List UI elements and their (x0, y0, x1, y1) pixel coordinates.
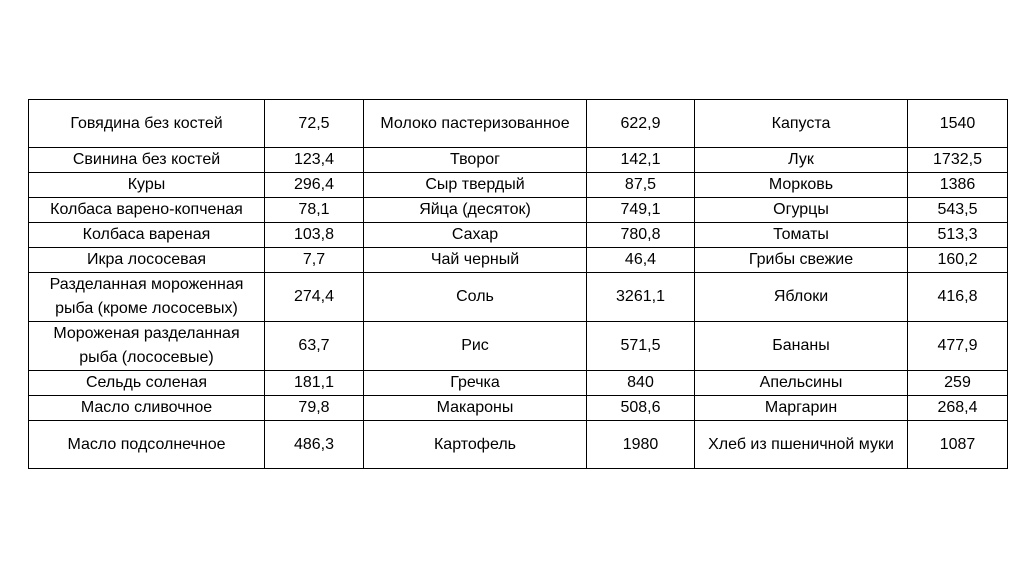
product-name-cell: Колбаса варено-копченая (29, 198, 265, 223)
table-body (29, 100, 1008, 469)
product-value-cell: 296,4 (265, 173, 364, 198)
table-row (29, 248, 1008, 273)
product-name-cell: Маргарин (695, 396, 908, 421)
product-value-cell: 160,2 (908, 248, 1008, 273)
product-name-cell: Апельсины (695, 371, 908, 396)
product-value-cell: 259 (908, 371, 1008, 396)
product-name-cell: Макароны (364, 396, 587, 421)
table-row (29, 198, 1008, 223)
product-value-cell: 181,1 (265, 371, 364, 396)
data-table (28, 99, 1008, 469)
product-value-cell: 3261,1 (587, 273, 695, 322)
table-row (29, 322, 1008, 371)
table-row (29, 100, 1008, 148)
product-value-cell: 571,5 (587, 322, 695, 371)
product-name-cell: Куры (29, 173, 265, 198)
product-name-cell: Сахар (364, 223, 587, 248)
table-row (29, 371, 1008, 396)
product-value-cell: 1540 (908, 100, 1008, 148)
product-value-cell: 1386 (908, 173, 1008, 198)
product-value-cell: 840 (587, 371, 695, 396)
product-name-cell: Яйца (десяток) (364, 198, 587, 223)
product-value-cell: 1732,5 (908, 148, 1008, 173)
product-value-cell: 7,7 (265, 248, 364, 273)
product-name-cell: Масло подсолнечное (29, 421, 265, 469)
product-value-cell: 142,1 (587, 148, 695, 173)
table-row (29, 273, 1008, 322)
product-value-cell: 543,5 (908, 198, 1008, 223)
product-name-cell: Свинина без костей (29, 148, 265, 173)
product-value-cell: 622,9 (587, 100, 695, 148)
table-row (29, 148, 1008, 173)
product-name-cell: Грибы свежие (695, 248, 908, 273)
product-name-cell: Мороженая разделанная рыба (лососевые) (29, 322, 265, 371)
product-name-cell: Чай черный (364, 248, 587, 273)
product-value-cell: 63,7 (265, 322, 364, 371)
product-name-cell: Яблоки (695, 273, 908, 322)
product-name-cell: Соль (364, 273, 587, 322)
product-value-cell: 749,1 (587, 198, 695, 223)
product-name-cell: Гречка (364, 371, 587, 396)
product-name-cell: Сельдь соленая (29, 371, 265, 396)
product-value-cell: 123,4 (265, 148, 364, 173)
product-value-cell: 477,9 (908, 322, 1008, 371)
table-row (29, 173, 1008, 198)
product-value-cell: 274,4 (265, 273, 364, 322)
table-row (29, 396, 1008, 421)
product-name-cell: Капуста (695, 100, 908, 148)
product-value-cell: 78,1 (265, 198, 364, 223)
product-value-cell: 79,8 (265, 396, 364, 421)
product-name-cell: Бананы (695, 322, 908, 371)
product-name-cell: Рис (364, 322, 587, 371)
product-value-cell: 486,3 (265, 421, 364, 469)
product-name-cell: Томаты (695, 223, 908, 248)
product-value-cell: 46,4 (587, 248, 695, 273)
product-name-cell: Икра лососевая (29, 248, 265, 273)
product-value-cell: 87,5 (587, 173, 695, 198)
product-name-cell: Хлеб из пшеничной муки (695, 421, 908, 469)
product-name-cell: Говядина без костей (29, 100, 265, 148)
product-value-cell: 508,6 (587, 396, 695, 421)
product-name-cell: Лук (695, 148, 908, 173)
product-name-cell: Колбаса вареная (29, 223, 265, 248)
product-value-cell: 513,3 (908, 223, 1008, 248)
product-name-cell: Сыр твердый (364, 173, 587, 198)
product-value-cell: 1980 (587, 421, 695, 469)
product-value-cell: 72,5 (265, 100, 364, 148)
table-row (29, 223, 1008, 248)
product-name-cell: Масло сливочное (29, 396, 265, 421)
table-row (29, 421, 1008, 469)
product-value-cell: 780,8 (587, 223, 695, 248)
product-name-cell: Разделанная мороженная рыба (кроме лососевых) (29, 273, 265, 322)
product-value-cell: 268,4 (908, 396, 1008, 421)
product-value-cell: 103,8 (265, 223, 364, 248)
product-value-cell: 416,8 (908, 273, 1008, 322)
product-name-cell: Молоко пастеризованное (364, 100, 587, 148)
product-name-cell: Картофель (364, 421, 587, 469)
product-name-cell: Творог (364, 148, 587, 173)
product-name-cell: Морковь (695, 173, 908, 198)
product-name-cell: Огурцы (695, 198, 908, 223)
product-value-cell: 1087 (908, 421, 1008, 469)
